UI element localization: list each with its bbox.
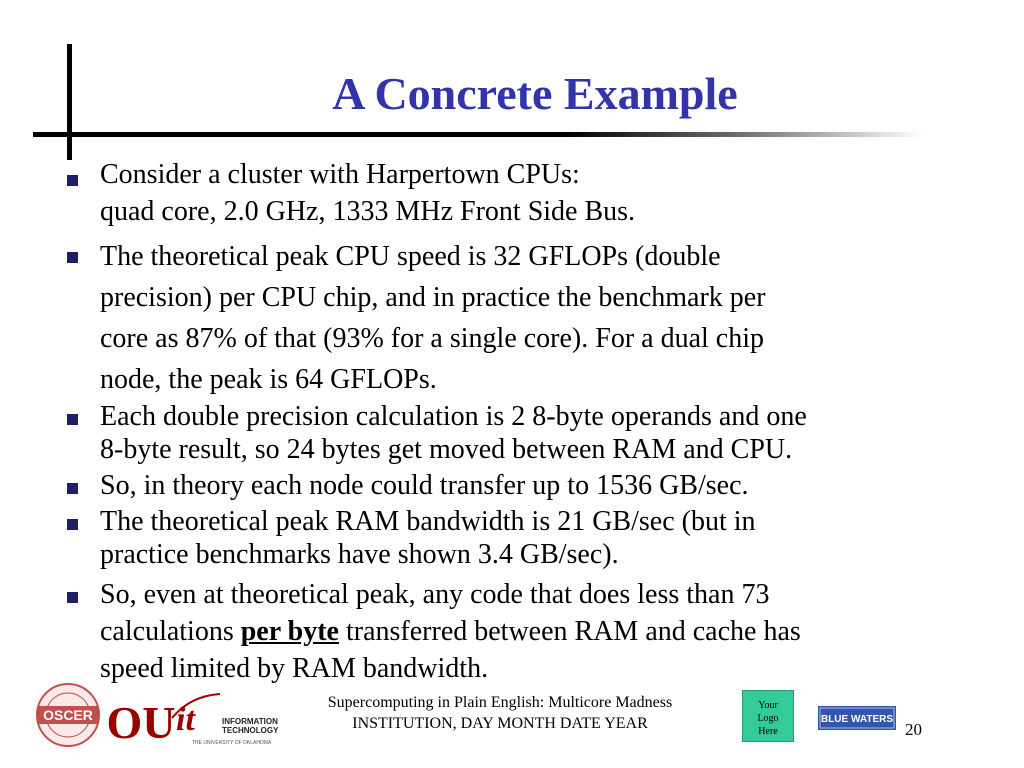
blue-waters-logo-text: BLUE WATERS (820, 714, 894, 725)
bullet-text-line: So, in theory each node could transfer up to 1536 GB/sec. (100, 470, 749, 501)
logo-placeholder-line: Logo (757, 713, 779, 724)
logo-placeholder-line: Here (758, 726, 778, 737)
ou-logo-text: OU (106, 697, 176, 748)
logo-placeholder (742, 690, 794, 742)
bullet-list (60, 156, 980, 687)
it-logo-caption: THE UNIVERSITY OF OKLAHOMA (192, 740, 272, 746)
it-logo-text: it (176, 701, 195, 738)
bullet-text-segment: transferred between RAM and cache has (338, 616, 801, 647)
bullet-marker-icon (67, 175, 78, 186)
it-logo-sub2: TECHNOLOGY (222, 726, 279, 735)
bullet-marker-icon (67, 483, 78, 494)
bullet-text-line (100, 613, 980, 650)
bullet-marker-icon (67, 592, 78, 603)
footer-text (280, 692, 720, 734)
decorative-horizontal-rule (33, 132, 923, 137)
logo-placeholder-line: Your (758, 700, 778, 711)
it-logo-sub1: INFORMATION (222, 717, 278, 726)
bullet-item (60, 505, 980, 571)
decorative-vertical-rule (67, 44, 72, 160)
bullet-text-line: Each double precision calculation is 2 8-byte operands and one (100, 401, 807, 432)
bullet-text-line: 8-byte result, so 24 bytes get moved between RAM and CPU. (100, 434, 793, 465)
footer-line-2: INSTITUTION, DAY MONTH DATE YEAR (352, 715, 648, 732)
bullet-text-line: Consider a cluster with Harpertown CPUs: (100, 159, 580, 190)
page-number: 20 (905, 720, 922, 739)
bullet-item (60, 576, 980, 687)
bullet-text-line: practice benchmarks have shown 3.4 GB/sec). (100, 539, 619, 570)
bullet-marker-icon (67, 519, 78, 530)
bullet-text-line: The theoretical peak CPU speed is 32 GFLOPs (double (100, 241, 721, 272)
bullet-marker-icon (67, 252, 78, 263)
ou-logo (106, 690, 176, 748)
oscer-seal-text: OSCER (43, 707, 93, 723)
bullet-item (60, 156, 980, 230)
blue-waters-logo (818, 706, 896, 730)
bullet-text-line: quad core, 2.0 GHz, 1333 MHz Front Side Bus. (100, 196, 636, 227)
bullet-text-line: speed limited by RAM bandwidth. (100, 653, 489, 684)
bullet-text-line: precision) per CPU chip, and in practice the benchmark per (100, 282, 766, 313)
oscer-seal-logo (24, 682, 112, 748)
footer-line-1: Supercomputing in Plain English: Multicore Madness (327, 694, 673, 711)
bullet-item (60, 469, 980, 502)
bullet-text-line: node, the peak is 64 GFLOPs. (100, 364, 437, 395)
bullet-text-line: So, even at theoretical peak, any code that does less than 73 (100, 579, 770, 610)
slide-title: A Concrete Example (332, 68, 738, 119)
bullet-text-segment: calculations (100, 616, 241, 647)
emphasis-per-byte: per byte (240, 616, 339, 647)
bullet-marker-icon (67, 414, 78, 425)
bullet-text-line: The theoretical peak RAM bandwidth is 21 GB/sec (but in (100, 506, 756, 537)
bullet-item (60, 236, 980, 400)
bullet-item (60, 400, 980, 466)
bullet-text-line: core as 87% of that (93% for a single core). For a dual chip (100, 323, 764, 354)
it-logo (170, 688, 288, 748)
